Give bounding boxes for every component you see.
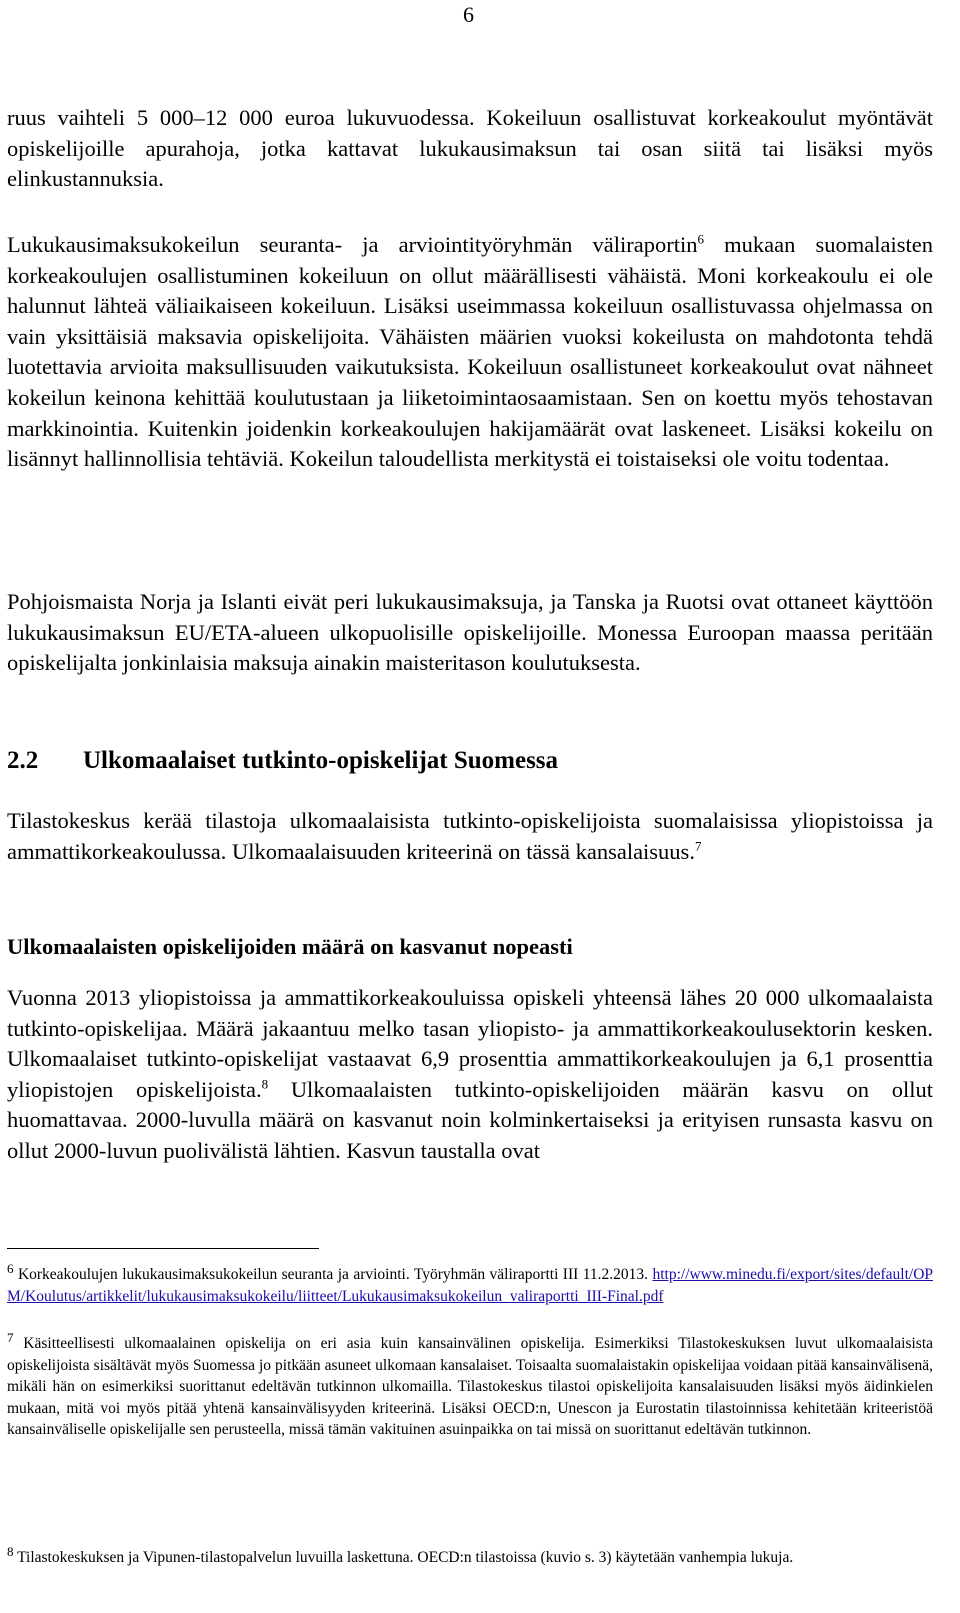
section-number: 2.2 xyxy=(7,747,39,774)
paragraph-student-numbers xyxy=(7,983,933,1167)
paragraph-statistics-finland xyxy=(7,806,933,867)
section-heading xyxy=(7,746,933,776)
footnote-ref-7: 7 xyxy=(694,838,702,854)
paragraph-text: Vuonna 2013 yliopistoissa ja ammattikorkeakouluissa opiskeli yhteensä lähes 20 000 ulkomaalaista tutkinto-opiskelijaa. Määrä jakaantuu melko tasan yliopisto- ja ammattikorkeakoulusektorin kesken. Ulkomaalaiset tutkinto-opiskelijat vastaavat 6,9 prosenttia ammattikorkeakoulujen ja 6,1 prosenttia yliopistojen opiskelijoista. xyxy=(7,985,933,1102)
footnote-number: 6 xyxy=(7,1260,14,1276)
footnote-6 xyxy=(7,1260,934,1307)
footnote-ref-8: 8 xyxy=(261,1076,269,1092)
paragraph-interim-report xyxy=(7,230,933,475)
paragraph-tuition-range xyxy=(7,103,933,195)
subheading: Ulkomaalaisten opiskelijoiden määrä on kasvanut nopeasti xyxy=(7,934,573,959)
footnote-link[interactable]: http://www.minedu.fi/export/sites/default/OPM/Koulutus/artikkelit/lukukausimaksukokeilu/liitteet/Lukukausimaksukokeilun_valiraportti_III-Final.pdf xyxy=(7,1266,934,1305)
paragraph-text: Ulkomaalaisten tutkinto-opiskelijoiden määrän kasvu on ollut huomattavaa. 2000-luvulla määrä on kasvanut noin kolminkertaiseksi ja erityisen runsasta kasvu on ollut 2000-luvun puolivälistä lähtien. Kasvun taustalla ovat xyxy=(7,1076,934,1163)
footnote-text: Käsitteellisesti ulkomaalainen opiskelija on eri asia kuin kansainvälinen opiskelija. Esimerkiksi Tilastokeskuksen luvut ulkomaalaisista opiskelijoista sisältävät myös Suomessa jo pitkään asuneet ulkomaan kansalaiset. Toisaalta suomalaistakin opiskelijaa voidaan pitää kansainvälisenä, mikäli hän on esimerkiksi suorittanut edeltävän tutkinnon ulkomailla. Tilastokeskus tilastoi opiskelijoita kansalaisuuden lisäksi myös äidinkielen mukaan, mitä voi myös pitää yhtenä kansainvälisyyden kriteerinä. Lisäksi OECD:n, Unescon ja Eurostatin tilastoinnissa kehitetään kriteeristöä kansainväliselle opiskelijalle sen perusteella, missä tämän vakituinen asuinpaikka on tai missä on suorittanut edeltävän tutkinnon. xyxy=(7,1335,934,1439)
section-title: Ulkomaalaiset tutkinto-opiskelijat Suomessa xyxy=(83,747,559,774)
footnote-7 xyxy=(7,1329,934,1441)
paragraph-text: Tilastokeskus kerää tilastoja ulkomaalaisista tutkinto-opiskelijoista suomalaisissa yliopistoissa ja ammattikorkeakoulussa. Ulkomaalaisuuden kriteerinä on tässä kansalaisuus. xyxy=(7,808,933,864)
footnote-text: Korkeakoulujen lukukausimaksukokeilun seuranta ja arviointi. Työryhmän väliraportti III 11.2.2013. xyxy=(17,1266,649,1283)
footnote-number: 8 xyxy=(7,1543,14,1559)
paragraph-nordic-countries xyxy=(7,587,933,679)
footnote-ref-6: 6 xyxy=(697,231,704,247)
paragraph-text: Pohjoismaista Norja ja Islanti eivät peri lukukausimaksuja, ja Tanska ja Ruotsi ovat ottaneet käyttöön lukukausimaksun EU/ETA-alueen ulkopuolisille opiskelijoille. Monessa Euroopan maassa peritään opiskelijalta jonkinlaisia maksuja ainakin maisteritason koulutuksesta. xyxy=(7,589,933,676)
footnote-8 xyxy=(7,1543,933,1569)
paragraph-text: ruus vaihteli 5 000–12 000 euroa lukuvuodessa. Kokeiluun osallistuvat korkeakoulut myöntävät opiskelijoille apurahoja, jotka kattavat lukukausimaksun tai osan siitä tai lisäksi myös elinkustannuksia. xyxy=(7,105,933,192)
footnote-number: 7 xyxy=(7,1329,14,1345)
paragraph-text: Lukukausimaksukokeilun seuranta- ja arviointityöryhmän väliraportin xyxy=(7,232,698,257)
footnote-text: Tilastokeskuksen ja Vipunen-tilastopalvelun luvuilla laskettuna. OECD:n tilastoissa (kuvio s. 3) käytetään vanhempia lukuja. xyxy=(17,1549,794,1566)
page-number: 6 xyxy=(463,2,474,27)
paragraph-text: mukaan suomalaisten korkeakoulujen osallistuminen kokeiluun on ollut määrällisesti vähäistä. Moni korkeakoulu ei ole halunnut lähteä väliaikaiseen kokeiluun. Lisäksi useimmassa kokeiluun osallistuvassa ohjelmassa on vain yksittäisiä maksavia opiskelijoita. Vähäisten määrien vuoksi kokeilusta on mahdotonta tehdä luotettavia arvioita maksullisuuden vaikutuksista. Kokeiluun osallistuneet korkeakoulut ovat nähneet kokeilun keinona kehittää koulutustaan ja liiketoimintaosaamistaan. Sen on koettu myös tehostavan markkinointia. Kuitenkin joidenkin korkeakoulujen hakijamäärät ovat laskeneet. Lisäksi kokeilu on lisännyt hallinnollisia tehtäviä. Kokeilun taloudellista merkitystä ei toistaiseksi ole voitu todentaa. xyxy=(7,232,934,472)
footnote-separator xyxy=(7,1248,319,1249)
